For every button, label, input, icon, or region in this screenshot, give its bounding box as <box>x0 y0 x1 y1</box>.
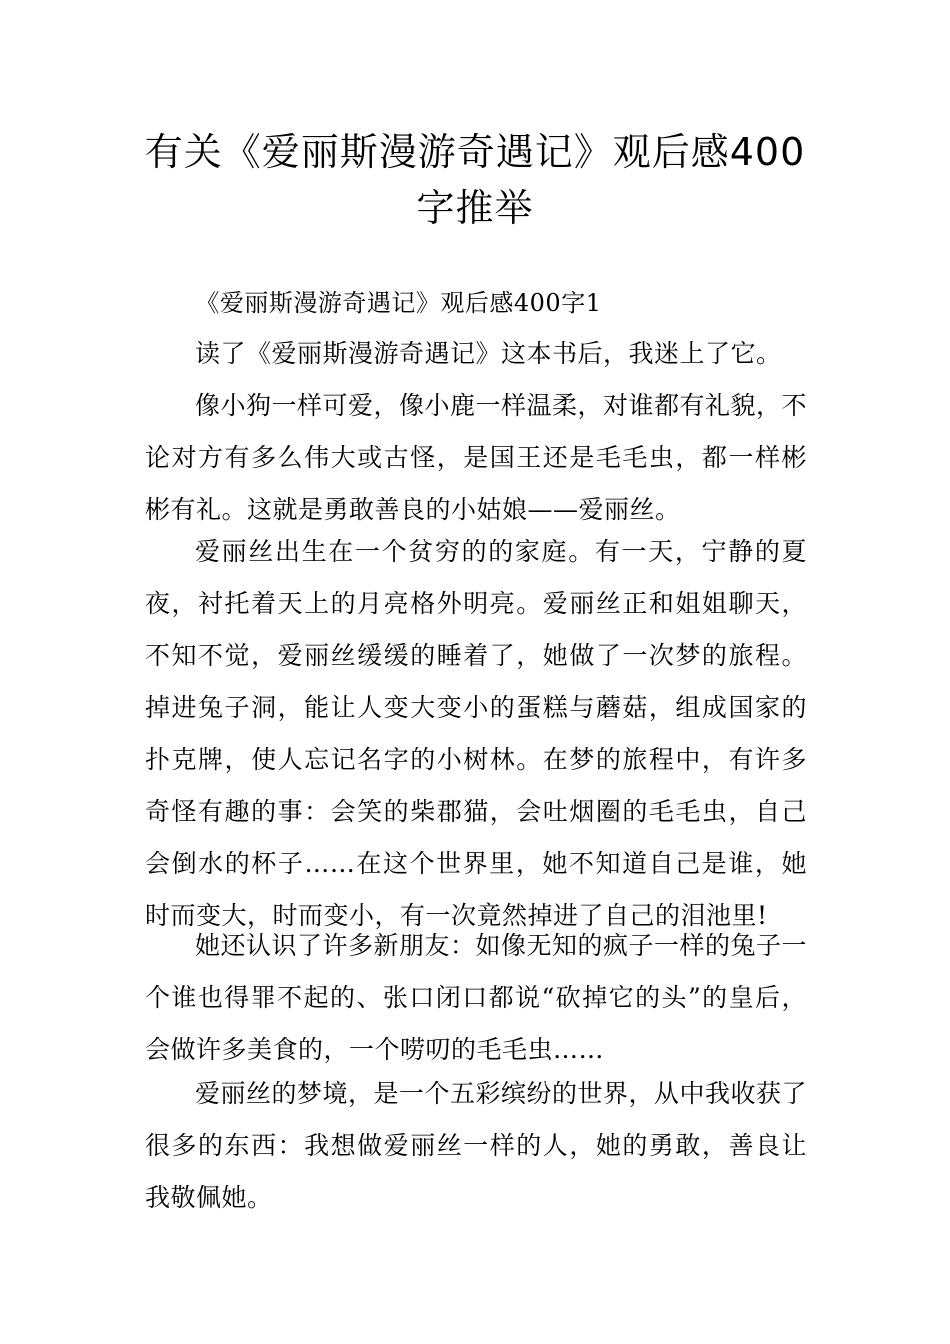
paragraph-3: 爱丽丝出生在一个贫穷的的家庭。有一天，宁静的夏夜，衬托着天上的月亮格外明亮。爱丽丝正和姐姐聊天，不知不觉，爱丽丝缓缓的睡着了，她做了一次梦的旅程。掉进兔子洞，能让人变大变小的蛋糕与蘑菇，组成国家的扑克牌，使人忘记名字的小树林。在梦的旅程中，有许多奇怪有趣的事：会笑的柴郡猫，会吐烟圈的毛毛虫，自己会倒水的杯子……在这个世界里，她不知道自己是谁，她时而变大，时而变小，有一次竟然掉进了自己的泪池里! <box>145 537 807 930</box>
paragraph-4: 她还认识了许多新朋友：如像无知的疯子一样的兔子一个谁也得罪不起的、张口闭口都说“砍掉它的头”的皇后，会做许多美食的，一个唠叨的毛毛虫…… <box>145 931 808 1064</box>
paragraph-1: 读了《爱丽斯漫游奇遇记》这本书后，我迷上了它。 <box>195 339 782 368</box>
paragraph-5: 爱丽丝的梦境，是一个五彩缤纷的世界，从中我收获了很多的东西：我想做爱丽丝一样的人，她的勇敢，善良让我敬佩她。 <box>145 1079 808 1212</box>
paragraph-2: 像小狗一样可爱，像小鹿一样温柔，对谁都有礼貌，不论对方有多么伟大或古怪，是国王还是毛毛虫，都一样彬彬有礼。这就是勇敢善良的小姑娘——爱丽丝。 <box>145 391 808 524</box>
document-title: 有关《爱丽斯漫游奇遇记》观后感400字推举 <box>144 130 806 230</box>
section-heading: 《爱丽斯漫游奇遇记》观后感400字1 <box>195 289 602 317</box>
